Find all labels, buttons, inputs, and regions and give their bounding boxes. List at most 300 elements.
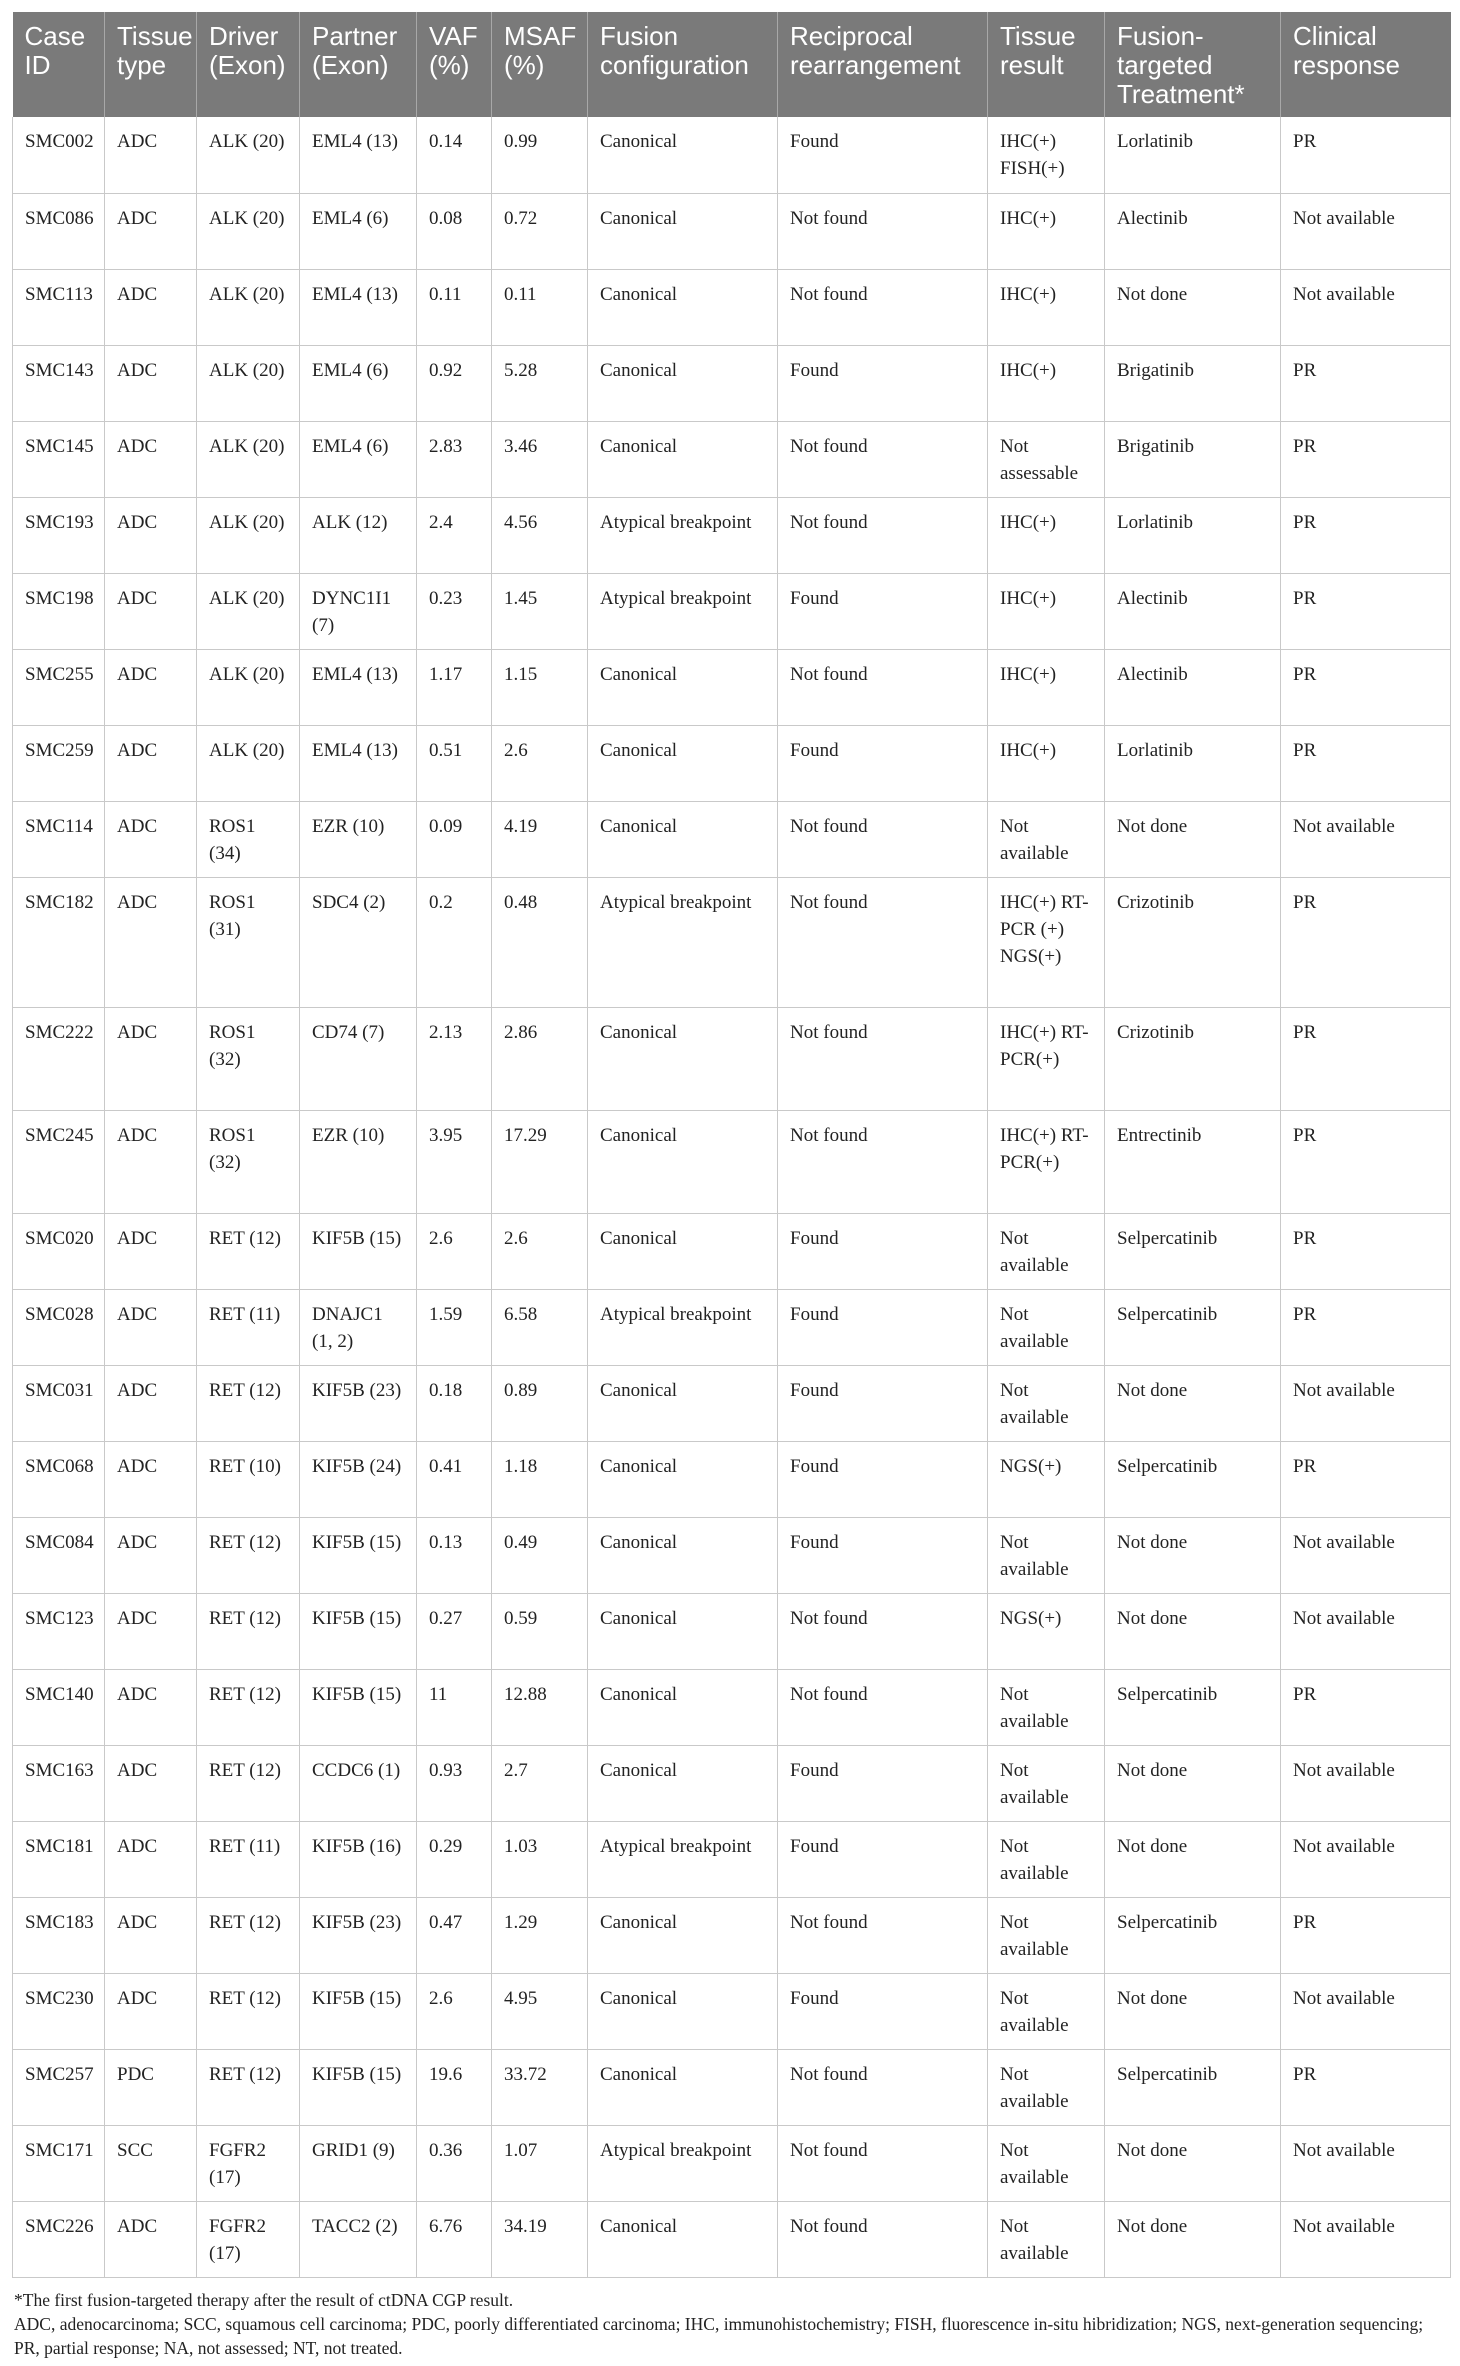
table-row	[13, 1110, 1451, 1213]
cell-case-id: SMC028	[13, 1289, 105, 1365]
header-driver: Driver (Exon)	[197, 12, 300, 117]
cell-fusion-configuration: Canonical	[588, 1745, 778, 1821]
cell-treatment: Not done	[1105, 1593, 1281, 1669]
cell-tissue-type: ADC	[105, 193, 197, 269]
cell-tissue-result: Not available	[988, 1897, 1105, 1973]
cell-clinical-response: PR	[1281, 345, 1451, 421]
cell-reciprocal-rearrangement: Not found	[778, 269, 988, 345]
cell-reciprocal-rearrangement: Found	[778, 1745, 988, 1821]
cell-reciprocal-rearrangement: Not found	[778, 2125, 988, 2201]
cell-tissue-type: ADC	[105, 497, 197, 573]
cell-partner: KIF5B (15)	[300, 1973, 417, 2049]
cell-case-id: SMC123	[13, 1593, 105, 1669]
table-row	[13, 1365, 1451, 1441]
cell-tissue-result: Not available	[988, 801, 1105, 877]
cell-driver: RET (12)	[197, 1517, 300, 1593]
cell-clinical-response: Not available	[1281, 2125, 1451, 2201]
cell-reciprocal-rearrangement: Not found	[778, 1669, 988, 1745]
cell-vaf: 0.47	[417, 1897, 492, 1973]
cell-treatment: Not done	[1105, 2125, 1281, 2201]
cell-reciprocal-rearrangement: Found	[778, 1289, 988, 1365]
fusion-cases-table	[12, 12, 1451, 2278]
cell-case-id: SMC020	[13, 1213, 105, 1289]
table-row	[13, 497, 1451, 573]
cell-partner: KIF5B (15)	[300, 2049, 417, 2125]
header-tissue-type: Tissue type	[105, 12, 197, 117]
cell-driver: RET (12)	[197, 1213, 300, 1289]
cell-partner: KIF5B (16)	[300, 1821, 417, 1897]
cell-driver: ALK (20)	[197, 193, 300, 269]
cell-fusion-configuration: Atypical breakpoint	[588, 1821, 778, 1897]
cell-driver: ALK (20)	[197, 421, 300, 497]
cell-case-id: SMC002	[13, 117, 105, 193]
cell-clinical-response: PR	[1281, 1441, 1451, 1517]
cell-fusion-configuration: Canonical	[588, 1973, 778, 2049]
cell-partner: EML4 (13)	[300, 117, 417, 193]
table-row	[13, 1821, 1451, 1897]
cell-tissue-type: ADC	[105, 1897, 197, 1973]
cell-reciprocal-rearrangement: Not found	[778, 497, 988, 573]
cell-msaf: 1.45	[492, 573, 588, 649]
table-row	[13, 1973, 1451, 2049]
cell-treatment: Crizotinib	[1105, 1007, 1281, 1110]
cell-tissue-type: ADC	[105, 1441, 197, 1517]
cell-tissue-result: Not available	[988, 2125, 1105, 2201]
cell-msaf: 0.49	[492, 1517, 588, 1593]
cell-reciprocal-rearrangement: Not found	[778, 877, 988, 1007]
cell-clinical-response: PR	[1281, 573, 1451, 649]
cell-reciprocal-rearrangement: Found	[778, 345, 988, 421]
cell-tissue-type: ADC	[105, 1669, 197, 1745]
cell-fusion-configuration: Atypical breakpoint	[588, 497, 778, 573]
cell-vaf: 0.14	[417, 117, 492, 193]
cell-treatment: Lorlatinib	[1105, 117, 1281, 193]
cell-reciprocal-rearrangement: Found	[778, 1441, 988, 1517]
cell-tissue-result: Not available	[988, 1213, 1105, 1289]
cell-clinical-response: Not available	[1281, 269, 1451, 345]
cell-msaf: 6.58	[492, 1289, 588, 1365]
cell-fusion-configuration: Atypical breakpoint	[588, 877, 778, 1007]
cell-partner: DYNC1I1 (7)	[300, 573, 417, 649]
cell-case-id: SMC068	[13, 1441, 105, 1517]
cell-msaf: 1.18	[492, 1441, 588, 1517]
cell-clinical-response: PR	[1281, 1897, 1451, 1973]
table-footnotes	[12, 2288, 1450, 2360]
cell-msaf: 12.88	[492, 1669, 588, 1745]
cell-driver: ROS1 (34)	[197, 801, 300, 877]
cell-vaf: 0.2	[417, 877, 492, 1007]
cell-clinical-response: PR	[1281, 1289, 1451, 1365]
cell-clinical-response: PR	[1281, 421, 1451, 497]
cell-msaf: 1.07	[492, 2125, 588, 2201]
cell-case-id: SMC113	[13, 269, 105, 345]
cell-clinical-response: PR	[1281, 725, 1451, 801]
cell-driver: RET (12)	[197, 1897, 300, 1973]
cell-tissue-type: ADC	[105, 1365, 197, 1441]
cell-fusion-configuration: Canonical	[588, 1897, 778, 1973]
cell-driver: ALK (20)	[197, 345, 300, 421]
cell-case-id: SMC255	[13, 649, 105, 725]
table-row	[13, 1213, 1451, 1289]
cell-clinical-response: PR	[1281, 877, 1451, 1007]
cell-driver: RET (12)	[197, 1745, 300, 1821]
cell-msaf: 2.7	[492, 1745, 588, 1821]
fusion-table-container	[12, 12, 1450, 2360]
cell-partner: KIF5B (15)	[300, 1517, 417, 1593]
header-fusion-configuration: Fusion configuration	[588, 12, 778, 117]
cell-reciprocal-rearrangement: Not found	[778, 1897, 988, 1973]
cell-tissue-type: ADC	[105, 1007, 197, 1110]
cell-partner: TACC2 (2)	[300, 2201, 417, 2277]
cell-msaf: 0.99	[492, 117, 588, 193]
cell-reciprocal-rearrangement: Not found	[778, 649, 988, 725]
cell-driver: RET (12)	[197, 2049, 300, 2125]
table-row	[13, 1441, 1451, 1517]
cell-vaf: 0.13	[417, 1517, 492, 1593]
cell-fusion-configuration: Canonical	[588, 1365, 778, 1441]
header-reciprocal-rearrangement: Reciprocal rearrangement	[778, 12, 988, 117]
cell-treatment: Not done	[1105, 2201, 1281, 2277]
cell-partner: KIF5B (23)	[300, 1897, 417, 1973]
cell-tissue-result: Not available	[988, 2201, 1105, 2277]
cell-fusion-configuration: Canonical	[588, 649, 778, 725]
cell-fusion-configuration: Canonical	[588, 345, 778, 421]
cell-case-id: SMC031	[13, 1365, 105, 1441]
cell-msaf: 4.95	[492, 1973, 588, 2049]
cell-reciprocal-rearrangement: Found	[778, 1973, 988, 2049]
cell-case-id: SMC226	[13, 2201, 105, 2277]
cell-vaf: 0.23	[417, 573, 492, 649]
cell-case-id: SMC171	[13, 2125, 105, 2201]
cell-fusion-configuration: Canonical	[588, 1593, 778, 1669]
cell-msaf: 0.11	[492, 269, 588, 345]
table-row	[13, 1745, 1451, 1821]
cell-treatment: Entrectinib	[1105, 1110, 1281, 1213]
footnote-asterisk: *The first fusion-targeted therapy after the result of ctDNA CGP result.	[14, 2289, 514, 2310]
cell-tissue-type: ADC	[105, 1973, 197, 2049]
table-row	[13, 193, 1451, 269]
cell-fusion-configuration: Canonical	[588, 1110, 778, 1213]
cell-reciprocal-rearrangement: Found	[778, 117, 988, 193]
cell-msaf: 2.6	[492, 725, 588, 801]
cell-tissue-result: IHC(+)	[988, 573, 1105, 649]
cell-treatment: Not done	[1105, 1517, 1281, 1593]
cell-treatment: Alectinib	[1105, 193, 1281, 269]
cell-vaf: 1.17	[417, 649, 492, 725]
header-partner: Partner (Exon)	[300, 12, 417, 117]
cell-tissue-type: ADC	[105, 573, 197, 649]
cell-driver: ALK (20)	[197, 649, 300, 725]
cell-partner: EML4 (13)	[300, 269, 417, 345]
table-row	[13, 421, 1451, 497]
cell-tissue-result: Not available	[988, 2049, 1105, 2125]
cell-driver: ALK (20)	[197, 269, 300, 345]
cell-vaf: 0.11	[417, 269, 492, 345]
cell-case-id: SMC163	[13, 1745, 105, 1821]
cell-driver: RET (12)	[197, 1365, 300, 1441]
cell-treatment: Lorlatinib	[1105, 725, 1281, 801]
cell-partner: ALK (12)	[300, 497, 417, 573]
cell-msaf: 5.28	[492, 345, 588, 421]
cell-reciprocal-rearrangement: Not found	[778, 1110, 988, 1213]
cell-vaf: 2.6	[417, 1973, 492, 2049]
cell-msaf: 33.72	[492, 2049, 588, 2125]
cell-treatment: Not done	[1105, 1973, 1281, 2049]
table-row	[13, 649, 1451, 725]
cell-tissue-result: NGS(+)	[988, 1593, 1105, 1669]
cell-msaf: 4.19	[492, 801, 588, 877]
cell-tissue-result: Not available	[988, 1669, 1105, 1745]
cell-fusion-configuration: Canonical	[588, 725, 778, 801]
cell-clinical-response: Not available	[1281, 1973, 1451, 2049]
cell-partner: KIF5B (15)	[300, 1669, 417, 1745]
cell-tissue-result: IHC(+)	[988, 649, 1105, 725]
cell-partner: EML4 (6)	[300, 193, 417, 269]
cell-driver: FGFR2 (17)	[197, 2125, 300, 2201]
cell-vaf: 0.51	[417, 725, 492, 801]
cell-driver: ROS1 (31)	[197, 877, 300, 1007]
cell-vaf: 0.18	[417, 1365, 492, 1441]
cell-reciprocal-rearrangement: Not found	[778, 801, 988, 877]
cell-msaf: 2.6	[492, 1213, 588, 1289]
cell-driver: RET (11)	[197, 1289, 300, 1365]
cell-msaf: 4.56	[492, 497, 588, 573]
cell-case-id: SMC143	[13, 345, 105, 421]
cell-treatment: Brigatinib	[1105, 421, 1281, 497]
cell-msaf: 0.89	[492, 1365, 588, 1441]
cell-fusion-configuration: Atypical breakpoint	[588, 1289, 778, 1365]
cell-reciprocal-rearrangement: Not found	[778, 2201, 988, 2277]
cell-treatment: Selpercatinib	[1105, 1441, 1281, 1517]
cell-case-id: SMC259	[13, 725, 105, 801]
cell-tissue-result: IHC(+)	[988, 269, 1105, 345]
cell-tissue-result: IHC(+)	[988, 345, 1105, 421]
cell-driver: ALK (20)	[197, 117, 300, 193]
table-row	[13, 725, 1451, 801]
cell-msaf: 17.29	[492, 1110, 588, 1213]
cell-tissue-type: SCC	[105, 2125, 197, 2201]
cell-partner: KIF5B (24)	[300, 1441, 417, 1517]
cell-driver: ROS1 (32)	[197, 1007, 300, 1110]
cell-case-id: SMC198	[13, 573, 105, 649]
cell-partner: EZR (10)	[300, 1110, 417, 1213]
cell-case-id: SMC230	[13, 1973, 105, 2049]
cell-fusion-configuration: Canonical	[588, 421, 778, 497]
cell-driver: RET (12)	[197, 1669, 300, 1745]
cell-fusion-configuration: Canonical	[588, 1007, 778, 1110]
cell-tissue-result: Not available	[988, 1365, 1105, 1441]
cell-fusion-configuration: Canonical	[588, 1441, 778, 1517]
cell-fusion-configuration: Atypical breakpoint	[588, 2125, 778, 2201]
cell-reciprocal-rearrangement: Found	[778, 1365, 988, 1441]
cell-treatment: Selpercatinib	[1105, 1897, 1281, 1973]
cell-partner: EML4 (6)	[300, 345, 417, 421]
cell-clinical-response: PR	[1281, 1213, 1451, 1289]
cell-reciprocal-rearrangement: Found	[778, 1517, 988, 1593]
cell-reciprocal-rearrangement: Not found	[778, 1007, 988, 1110]
cell-tissue-result: IHC(+)	[988, 725, 1105, 801]
table-row	[13, 1897, 1451, 1973]
cell-driver: ALK (20)	[197, 573, 300, 649]
cell-msaf: 0.59	[492, 1593, 588, 1669]
cell-clinical-response: Not available	[1281, 193, 1451, 269]
cell-reciprocal-rearrangement: Found	[778, 1213, 988, 1289]
cell-fusion-configuration: Canonical	[588, 1213, 778, 1289]
cell-vaf: 0.93	[417, 1745, 492, 1821]
cell-driver: RET (11)	[197, 1821, 300, 1897]
table-row	[13, 1517, 1451, 1593]
cell-treatment: Not done	[1105, 269, 1281, 345]
cell-vaf: 11	[417, 1669, 492, 1745]
cell-tissue-result: IHC(+) FISH(+)	[988, 117, 1105, 193]
cell-case-id: SMC183	[13, 1897, 105, 1973]
table-row	[13, 877, 1451, 1007]
cell-partner: EML4 (13)	[300, 725, 417, 801]
cell-reciprocal-rearrangement: Not found	[778, 193, 988, 269]
cell-case-id: SMC145	[13, 421, 105, 497]
cell-treatment: Not done	[1105, 1821, 1281, 1897]
cell-tissue-type: ADC	[105, 1110, 197, 1213]
cell-driver: FGFR2 (17)	[197, 2201, 300, 2277]
cell-tissue-result: Not available	[988, 1973, 1105, 2049]
footnote-abbreviations: ADC, adenocarcinoma; SCC, squamous cell carcinoma; PDC, poorly differentiated carcinoma; IHC, immunohistochemistry; FISH, fluorescence in-situ hibridization; NGS, next-generation sequencing; PR, partial response; NA, not assessed; NT, not treated.	[14, 2313, 1424, 2358]
cell-reciprocal-rearrangement: Found	[778, 1821, 988, 1897]
cell-tissue-type: ADC	[105, 1213, 197, 1289]
cell-msaf: 34.19	[492, 2201, 588, 2277]
cell-tissue-type: ADC	[105, 725, 197, 801]
cell-clinical-response: Not available	[1281, 1821, 1451, 1897]
cell-case-id: SMC140	[13, 1669, 105, 1745]
cell-vaf: 2.6	[417, 1213, 492, 1289]
header-row	[13, 12, 1451, 117]
cell-tissue-type: ADC	[105, 1745, 197, 1821]
cell-tissue-type: ADC	[105, 801, 197, 877]
cell-tissue-result: Not available	[988, 1821, 1105, 1897]
table-header	[13, 12, 1451, 117]
cell-partner: KIF5B (15)	[300, 1593, 417, 1669]
table-row	[13, 345, 1451, 421]
header-fusion-targeted-treatment: Fusion-targeted Treatment*	[1105, 12, 1281, 117]
cell-vaf: 19.6	[417, 2049, 492, 2125]
header-case-id: Case ID	[13, 12, 105, 117]
cell-tissue-type: ADC	[105, 421, 197, 497]
cell-tissue-result: Not available	[988, 1517, 1105, 1593]
cell-tissue-result: IHC(+) RT-PCR (+) NGS(+)	[988, 877, 1105, 1007]
cell-clinical-response: Not available	[1281, 2201, 1451, 2277]
cell-treatment: Selpercatinib	[1105, 1213, 1281, 1289]
cell-vaf: 2.83	[417, 421, 492, 497]
cell-tissue-type: ADC	[105, 2201, 197, 2277]
table-row	[13, 2125, 1451, 2201]
cell-msaf: 1.03	[492, 1821, 588, 1897]
cell-fusion-configuration: Canonical	[588, 269, 778, 345]
cell-case-id: SMC222	[13, 1007, 105, 1110]
table-row	[13, 573, 1451, 649]
header-tissue-result: Tissue result	[988, 12, 1105, 117]
cell-case-id: SMC257	[13, 2049, 105, 2125]
cell-driver: ALK (20)	[197, 725, 300, 801]
cell-tissue-result: Not assessable	[988, 421, 1105, 497]
cell-tissue-type: ADC	[105, 345, 197, 421]
cell-treatment: Not done	[1105, 1365, 1281, 1441]
cell-fusion-configuration: Canonical	[588, 2049, 778, 2125]
cell-clinical-response: PR	[1281, 649, 1451, 725]
cell-clinical-response: PR	[1281, 2049, 1451, 2125]
cell-treatment: Crizotinib	[1105, 877, 1281, 1007]
cell-tissue-result: Not available	[988, 1745, 1105, 1821]
cell-vaf: 0.92	[417, 345, 492, 421]
cell-clinical-response: PR	[1281, 1110, 1451, 1213]
cell-vaf: 0.27	[417, 1593, 492, 1669]
cell-tissue-type: PDC	[105, 2049, 197, 2125]
cell-vaf: 3.95	[417, 1110, 492, 1213]
cell-vaf: 2.13	[417, 1007, 492, 1110]
cell-vaf: 0.09	[417, 801, 492, 877]
cell-msaf: 1.29	[492, 1897, 588, 1973]
cell-tissue-type: ADC	[105, 877, 197, 1007]
cell-tissue-result: IHC(+)	[988, 497, 1105, 573]
cell-case-id: SMC245	[13, 1110, 105, 1213]
cell-msaf: 0.48	[492, 877, 588, 1007]
cell-reciprocal-rearrangement: Found	[778, 573, 988, 649]
cell-tissue-type: ADC	[105, 1289, 197, 1365]
cell-driver: RET (12)	[197, 1593, 300, 1669]
cell-tissue-result: IHC(+) RT-PCR(+)	[988, 1007, 1105, 1110]
cell-treatment: Selpercatinib	[1105, 2049, 1281, 2125]
cell-reciprocal-rearrangement: Not found	[778, 421, 988, 497]
cell-treatment: Selpercatinib	[1105, 1289, 1281, 1365]
cell-tissue-type: ADC	[105, 1593, 197, 1669]
cell-partner: CD74 (7)	[300, 1007, 417, 1110]
table-row	[13, 2049, 1451, 2125]
header-clinical-response: Clinical response	[1281, 12, 1451, 117]
cell-case-id: SMC181	[13, 1821, 105, 1897]
cell-fusion-configuration: Canonical	[588, 117, 778, 193]
cell-vaf: 2.4	[417, 497, 492, 573]
table-row	[13, 2201, 1451, 2277]
cell-treatment: Alectinib	[1105, 649, 1281, 725]
cell-tissue-result: NGS(+)	[988, 1441, 1105, 1517]
cell-driver: ALK (20)	[197, 497, 300, 573]
cell-partner: GRID1 (9)	[300, 2125, 417, 2201]
cell-msaf: 3.46	[492, 421, 588, 497]
cell-vaf: 0.36	[417, 2125, 492, 2201]
cell-partner: DNAJC1 (1, 2)	[300, 1289, 417, 1365]
cell-partner: KIF5B (15)	[300, 1213, 417, 1289]
cell-tissue-result: IHC(+)	[988, 193, 1105, 269]
cell-clinical-response: Not available	[1281, 1517, 1451, 1593]
cell-fusion-configuration: Canonical	[588, 1517, 778, 1593]
cell-fusion-configuration: Canonical	[588, 1669, 778, 1745]
table-row	[13, 801, 1451, 877]
cell-treatment: Selpercatinib	[1105, 1669, 1281, 1745]
cell-vaf: 0.41	[417, 1441, 492, 1517]
cell-driver: ROS1 (32)	[197, 1110, 300, 1213]
cell-driver: RET (12)	[197, 1973, 300, 2049]
cell-fusion-configuration: Canonical	[588, 193, 778, 269]
cell-fusion-configuration: Atypical breakpoint	[588, 573, 778, 649]
cell-clinical-response: Not available	[1281, 1365, 1451, 1441]
cell-case-id: SMC084	[13, 1517, 105, 1593]
table-body	[13, 117, 1451, 2277]
cell-clinical-response: PR	[1281, 1007, 1451, 1110]
table-row	[13, 1593, 1451, 1669]
cell-vaf: 0.08	[417, 193, 492, 269]
cell-tissue-type: ADC	[105, 269, 197, 345]
cell-treatment: Alectinib	[1105, 573, 1281, 649]
cell-clinical-response: PR	[1281, 1669, 1451, 1745]
table-row	[13, 269, 1451, 345]
